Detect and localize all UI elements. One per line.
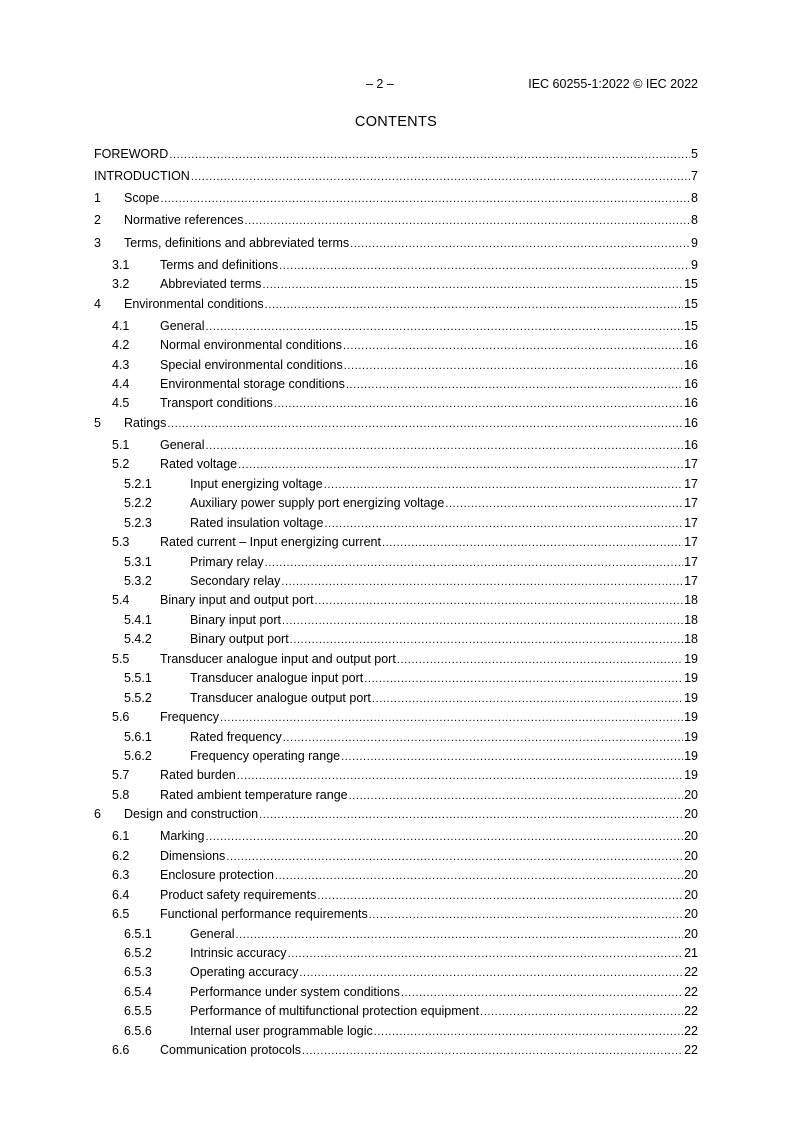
toc-entry[interactable]: [94, 553, 698, 572]
standard-reference: IEC 60255-1:2022 © IEC 2022: [528, 77, 698, 91]
dot-leader: [283, 729, 683, 748]
toc-entry[interactable]: [94, 436, 698, 455]
toc-entry[interactable]: [94, 295, 698, 314]
toc-entry[interactable]: [94, 514, 698, 533]
toc-entry-label: Rated insulation voltage: [190, 514, 323, 533]
toc-entry-number: 5.3.1: [124, 554, 152, 569]
toc-entry-number: 6.5.4: [124, 984, 152, 999]
toc-entry-number: 5: [94, 415, 101, 430]
toc-entry-label: Rated current – Input energizing current: [160, 533, 381, 552]
toc-entry-label: Dimensions: [160, 847, 225, 866]
toc-entry-page: 17: [684, 574, 698, 588]
toc-entry-label: Design and construction: [124, 805, 258, 824]
dot-leader: [364, 670, 683, 689]
dot-leader: [262, 276, 683, 295]
toc-entry-page: 17: [684, 515, 698, 530]
toc-entry-number: 4.3: [112, 357, 130, 372]
toc-entry[interactable]: [94, 983, 698, 1002]
dot-leader: [288, 945, 684, 964]
toc-entry[interactable]: [94, 475, 698, 494]
dot-leader: [397, 651, 683, 670]
toc-entry-label: Special environmental conditions: [160, 356, 343, 375]
toc-entry-page: 16: [684, 437, 698, 452]
toc-entry-label: Performance of multifunctional protection equipment: [190, 1002, 479, 1021]
dot-leader: [259, 806, 683, 825]
toc-entry[interactable]: [94, 591, 698, 610]
dot-leader: [237, 767, 683, 786]
toc-entry-page: 22: [684, 1043, 698, 1058]
dot-leader: [169, 146, 690, 165]
toc-entry-page: 20: [684, 848, 698, 863]
toc-entry-label: Performance under system conditions: [190, 983, 400, 1002]
toc-entry-label: General: [160, 317, 204, 336]
dot-leader: [282, 612, 683, 631]
toc-entry-label: Binary output port: [190, 630, 289, 649]
toc-entry-page: 22: [684, 965, 698, 980]
toc-entry[interactable]: [94, 708, 698, 727]
toc-entry-number: 5.8: [112, 787, 130, 802]
page-header: [94, 77, 698, 93]
dot-leader: [191, 168, 690, 187]
toc-entry-label: Terms, definitions and abbreviated terms: [124, 234, 349, 253]
toc-entry-page: 17: [684, 535, 698, 550]
toc-entry-label: Normative references: [124, 211, 244, 230]
toc-entry-number: 6.3: [112, 868, 130, 883]
toc-entry[interactable]: [94, 375, 698, 394]
toc-entry[interactable]: [94, 572, 698, 591]
toc-entry-page: 17: [684, 496, 698, 511]
dot-leader: [374, 1023, 683, 1042]
toc-entry-page: 15: [684, 296, 698, 311]
toc-entry-number: 6.5.6: [124, 1023, 152, 1038]
toc-entry-label: Secondary relay: [190, 572, 280, 591]
toc-entry-page: 15: [684, 277, 698, 292]
toc-entry-label: Environmental conditions: [124, 295, 264, 314]
toc-entry[interactable]: [94, 317, 698, 336]
dot-leader: [346, 376, 683, 395]
toc-entry-page: 16: [684, 357, 698, 372]
toc-entry-label: Scope: [124, 189, 159, 208]
dot-leader: [205, 318, 683, 337]
toc-entry-page: 17: [684, 457, 698, 472]
toc-entry-number: 4.2: [112, 338, 130, 353]
toc-entry-number: 6.5.5: [124, 1004, 152, 1019]
toc-entry[interactable]: [94, 827, 698, 846]
toc-entry-page: 19: [684, 651, 698, 666]
toc-entry-page: 7: [691, 169, 698, 184]
toc-entry-page: 16: [684, 396, 698, 411]
dot-leader: [205, 828, 683, 847]
toc-entry-number: 5.2.1: [124, 476, 152, 491]
dot-leader: [205, 437, 683, 456]
toc-entry-label: Rated ambient temperature range: [160, 786, 348, 805]
toc-entry-number: 5.2.2: [124, 496, 152, 511]
dot-leader: [324, 476, 683, 495]
toc-entry-number: 6.2: [112, 848, 130, 863]
toc-entry-number: 5.2: [112, 457, 130, 472]
toc-entry-number: 5.7: [112, 768, 130, 783]
toc-entry-page: 22: [684, 1023, 698, 1038]
toc-entry[interactable]: [94, 650, 698, 669]
toc-entry-page: 20: [684, 887, 698, 902]
toc-entry-page: 16: [684, 415, 698, 430]
toc-entry[interactable]: [94, 1041, 698, 1060]
dot-leader: [279, 257, 690, 276]
toc-entry[interactable]: [94, 925, 698, 944]
toc-entry-label: INTRODUCTION: [94, 167, 190, 186]
toc-entry[interactable]: [94, 689, 698, 708]
toc-entry-number: 5.6: [112, 710, 130, 725]
dot-leader: [349, 787, 683, 806]
toc-entry[interactable]: [94, 728, 698, 747]
toc-entry[interactable]: [94, 944, 698, 963]
toc-entry-page: 22: [684, 984, 698, 999]
toc-entry-label: Transport conditions: [160, 394, 273, 413]
toc-entry-number: 6.4: [112, 887, 130, 902]
toc-entry-number: 3.2: [112, 277, 130, 292]
dot-leader: [302, 1042, 683, 1061]
toc-entry[interactable]: [94, 234, 698, 253]
contents-title: CONTENTS: [354, 114, 438, 130]
toc-entry[interactable]: [94, 394, 698, 413]
toc-entry[interactable]: [94, 494, 698, 513]
dot-leader: [480, 1003, 683, 1022]
dot-leader: [369, 906, 683, 925]
toc-entry[interactable]: [94, 886, 698, 905]
toc-entry-label: Binary input and output port: [160, 591, 314, 610]
toc-entry-number: 6.6: [112, 1043, 130, 1058]
toc-entry-label: Communication protocols: [160, 1041, 301, 1060]
toc-entry[interactable]: [94, 167, 698, 186]
toc-entry-number: 5.4: [112, 593, 130, 608]
dot-leader: [281, 573, 683, 592]
toc-entry-number: 6.5.3: [124, 965, 152, 980]
toc-entry-label: Rated burden: [160, 766, 236, 785]
toc-entry[interactable]: [94, 747, 698, 766]
toc-entry[interactable]: [94, 963, 698, 982]
toc-entry-label: Transducer analogue input and output port: [160, 650, 396, 669]
toc-entry-label: Ratings: [124, 414, 166, 433]
toc-entry[interactable]: [94, 356, 698, 375]
toc-entry-number: 5.3: [112, 535, 130, 550]
toc-entry-label: Product safety requirements: [160, 886, 316, 905]
toc-entry-page: 17: [684, 554, 698, 569]
toc-entry[interactable]: [94, 145, 698, 164]
toc-entry-number: 5.5.2: [124, 690, 152, 705]
toc-entry-page: 20: [684, 907, 698, 922]
toc-entry-label: Internal user programmable logic: [190, 1022, 373, 1041]
toc-entry-page: 5: [691, 147, 698, 161]
toc-entry[interactable]: [94, 189, 698, 208]
toc-entry-number: 5.6.1: [124, 729, 152, 744]
page-number: – 2 –: [366, 77, 394, 91]
toc-entry-label: Operating accuracy: [190, 963, 298, 982]
toc-entry-page: 19: [684, 729, 698, 744]
dot-leader: [226, 848, 683, 867]
toc-entry-page: 18: [684, 593, 698, 608]
toc-entry-number: 5.4.2: [124, 632, 152, 647]
toc-entry-page: 16: [684, 376, 698, 391]
toc-entry-label: FOREWORD: [94, 145, 168, 164]
dot-leader: [220, 709, 683, 728]
toc-entry[interactable]: [94, 533, 698, 552]
toc-entry-number: 3.1: [112, 257, 130, 272]
toc-entry-number: 4.4: [112, 376, 130, 391]
toc-entry-number: 6: [94, 807, 101, 822]
toc-entry-number: 1: [94, 191, 101, 206]
dot-leader: [324, 515, 683, 534]
toc-entry-label: Primary relay: [190, 553, 264, 572]
dot-leader: [317, 887, 683, 906]
toc-entry-page: 15: [684, 318, 698, 333]
toc-entry-page: 20: [684, 787, 698, 802]
toc-entry[interactable]: [94, 847, 698, 866]
toc-entry[interactable]: [94, 275, 698, 294]
toc-entry[interactable]: [94, 905, 698, 924]
dot-leader: [160, 190, 690, 209]
toc-entry-page: 9: [691, 257, 698, 272]
toc-entry-number: 2: [94, 213, 101, 228]
toc-entry-label: Transducer analogue input port: [190, 669, 363, 688]
dot-leader: [167, 415, 683, 434]
toc-entry-number: 3: [94, 235, 101, 250]
toc-entry[interactable]: [94, 211, 698, 230]
table-of-contents: [94, 145, 698, 1061]
toc-entry-label: Abbreviated terms: [160, 275, 261, 294]
toc-entry-label: Rated voltage: [160, 455, 237, 474]
toc-entry[interactable]: [94, 414, 698, 433]
toc-entry-page: 19: [684, 748, 698, 763]
dot-leader: [245, 212, 691, 231]
toc-entry-page: 18: [684, 612, 698, 627]
toc-entry-label: Input energizing voltage: [190, 475, 323, 494]
toc-entry-label: Frequency: [160, 708, 219, 727]
dot-leader: [372, 690, 683, 709]
toc-entry-label: Normal environmental conditions: [160, 336, 342, 355]
toc-entry[interactable]: [94, 1022, 698, 1041]
toc-entry-label: Intrinsic accuracy: [190, 944, 287, 963]
toc-entry-label: General: [190, 925, 234, 944]
toc-entry-number: 5.5: [112, 651, 130, 666]
toc-entry-page: 19: [684, 690, 698, 705]
toc-entry-label: Rated frequency: [190, 728, 282, 747]
toc-entry[interactable]: [94, 766, 698, 785]
toc-entry[interactable]: [94, 611, 698, 630]
dot-leader: [265, 554, 683, 573]
dot-leader: [315, 592, 684, 611]
toc-entry-page: 20: [684, 868, 698, 883]
toc-entry-page: 8: [691, 191, 698, 206]
toc-entry-number: 5.1: [112, 437, 130, 452]
toc-entry-page: 17: [684, 476, 698, 491]
toc-entry-label: Terms and definitions: [160, 256, 278, 275]
dot-leader: [290, 631, 683, 650]
toc-entry-page: 21: [684, 946, 698, 960]
dot-leader: [238, 456, 683, 475]
toc-entry-label: Environmental storage conditions: [160, 375, 345, 394]
toc-entry-page: 19: [684, 768, 698, 783]
dot-leader: [265, 296, 683, 315]
dot-leader: [274, 395, 683, 414]
toc-entry-number: 4.1: [112, 318, 130, 333]
toc-entry-number: 6.5.1: [124, 926, 152, 941]
toc-entry-number: 5.6.2: [124, 748, 152, 763]
toc-entry-label: Frequency operating range: [190, 747, 340, 766]
toc-entry[interactable]: [94, 805, 698, 824]
toc-entry-label: Binary input port: [190, 611, 281, 630]
dot-leader: [341, 748, 683, 767]
toc-entry-page: 9: [691, 235, 698, 250]
toc-entry-label: Functional performance requirements: [160, 905, 368, 924]
toc-entry-label: Auxiliary power supply port energizing voltage: [190, 494, 444, 513]
toc-entry-page: 16: [684, 338, 698, 353]
dot-leader: [382, 534, 683, 553]
dot-leader: [350, 235, 690, 254]
toc-entry[interactable]: [94, 1002, 698, 1021]
dot-leader: [401, 984, 683, 1003]
toc-entry-number: 4: [94, 296, 101, 311]
toc-entry-number: 5.2.3: [124, 515, 152, 530]
toc-entry-page: 19: [684, 710, 698, 725]
toc-entry-number: 4.5: [112, 396, 130, 411]
dot-leader: [344, 357, 683, 376]
toc-entry[interactable]: [94, 336, 698, 355]
toc-entry-number: 6.5.2: [124, 946, 152, 960]
toc-entry[interactable]: [94, 455, 698, 474]
toc-entry[interactable]: [94, 786, 698, 805]
toc-entry-page: 18: [684, 632, 698, 647]
toc-entry[interactable]: [94, 256, 698, 275]
toc-entry-label: Transducer analogue output port: [190, 689, 371, 708]
toc-entry-label: Marking: [160, 827, 204, 846]
toc-entry[interactable]: [94, 669, 698, 688]
dot-leader: [445, 495, 683, 514]
toc-entry-number: 6.5: [112, 907, 130, 922]
toc-entry-label: General: [160, 436, 204, 455]
toc-entry-page: 19: [684, 671, 698, 686]
dot-leader: [235, 926, 683, 945]
toc-entry-number: 5.3.2: [124, 574, 152, 588]
dot-leader: [343, 337, 683, 356]
toc-entry-page: 22: [684, 1004, 698, 1019]
toc-entry-page: 20: [684, 807, 698, 822]
toc-entry-number: 5.4.1: [124, 612, 152, 627]
toc-entry-number: 6.1: [112, 829, 130, 844]
dot-leader: [299, 964, 683, 983]
toc-entry-page: 8: [691, 213, 698, 228]
toc-entry-page: 20: [684, 926, 698, 941]
toc-entry[interactable]: [94, 630, 698, 649]
toc-entry-label: Enclosure protection: [160, 866, 274, 885]
toc-entry[interactable]: [94, 866, 698, 885]
toc-entry-page: 20: [684, 829, 698, 844]
dot-leader: [275, 867, 683, 886]
toc-entry-number: 5.5.1: [124, 671, 152, 686]
